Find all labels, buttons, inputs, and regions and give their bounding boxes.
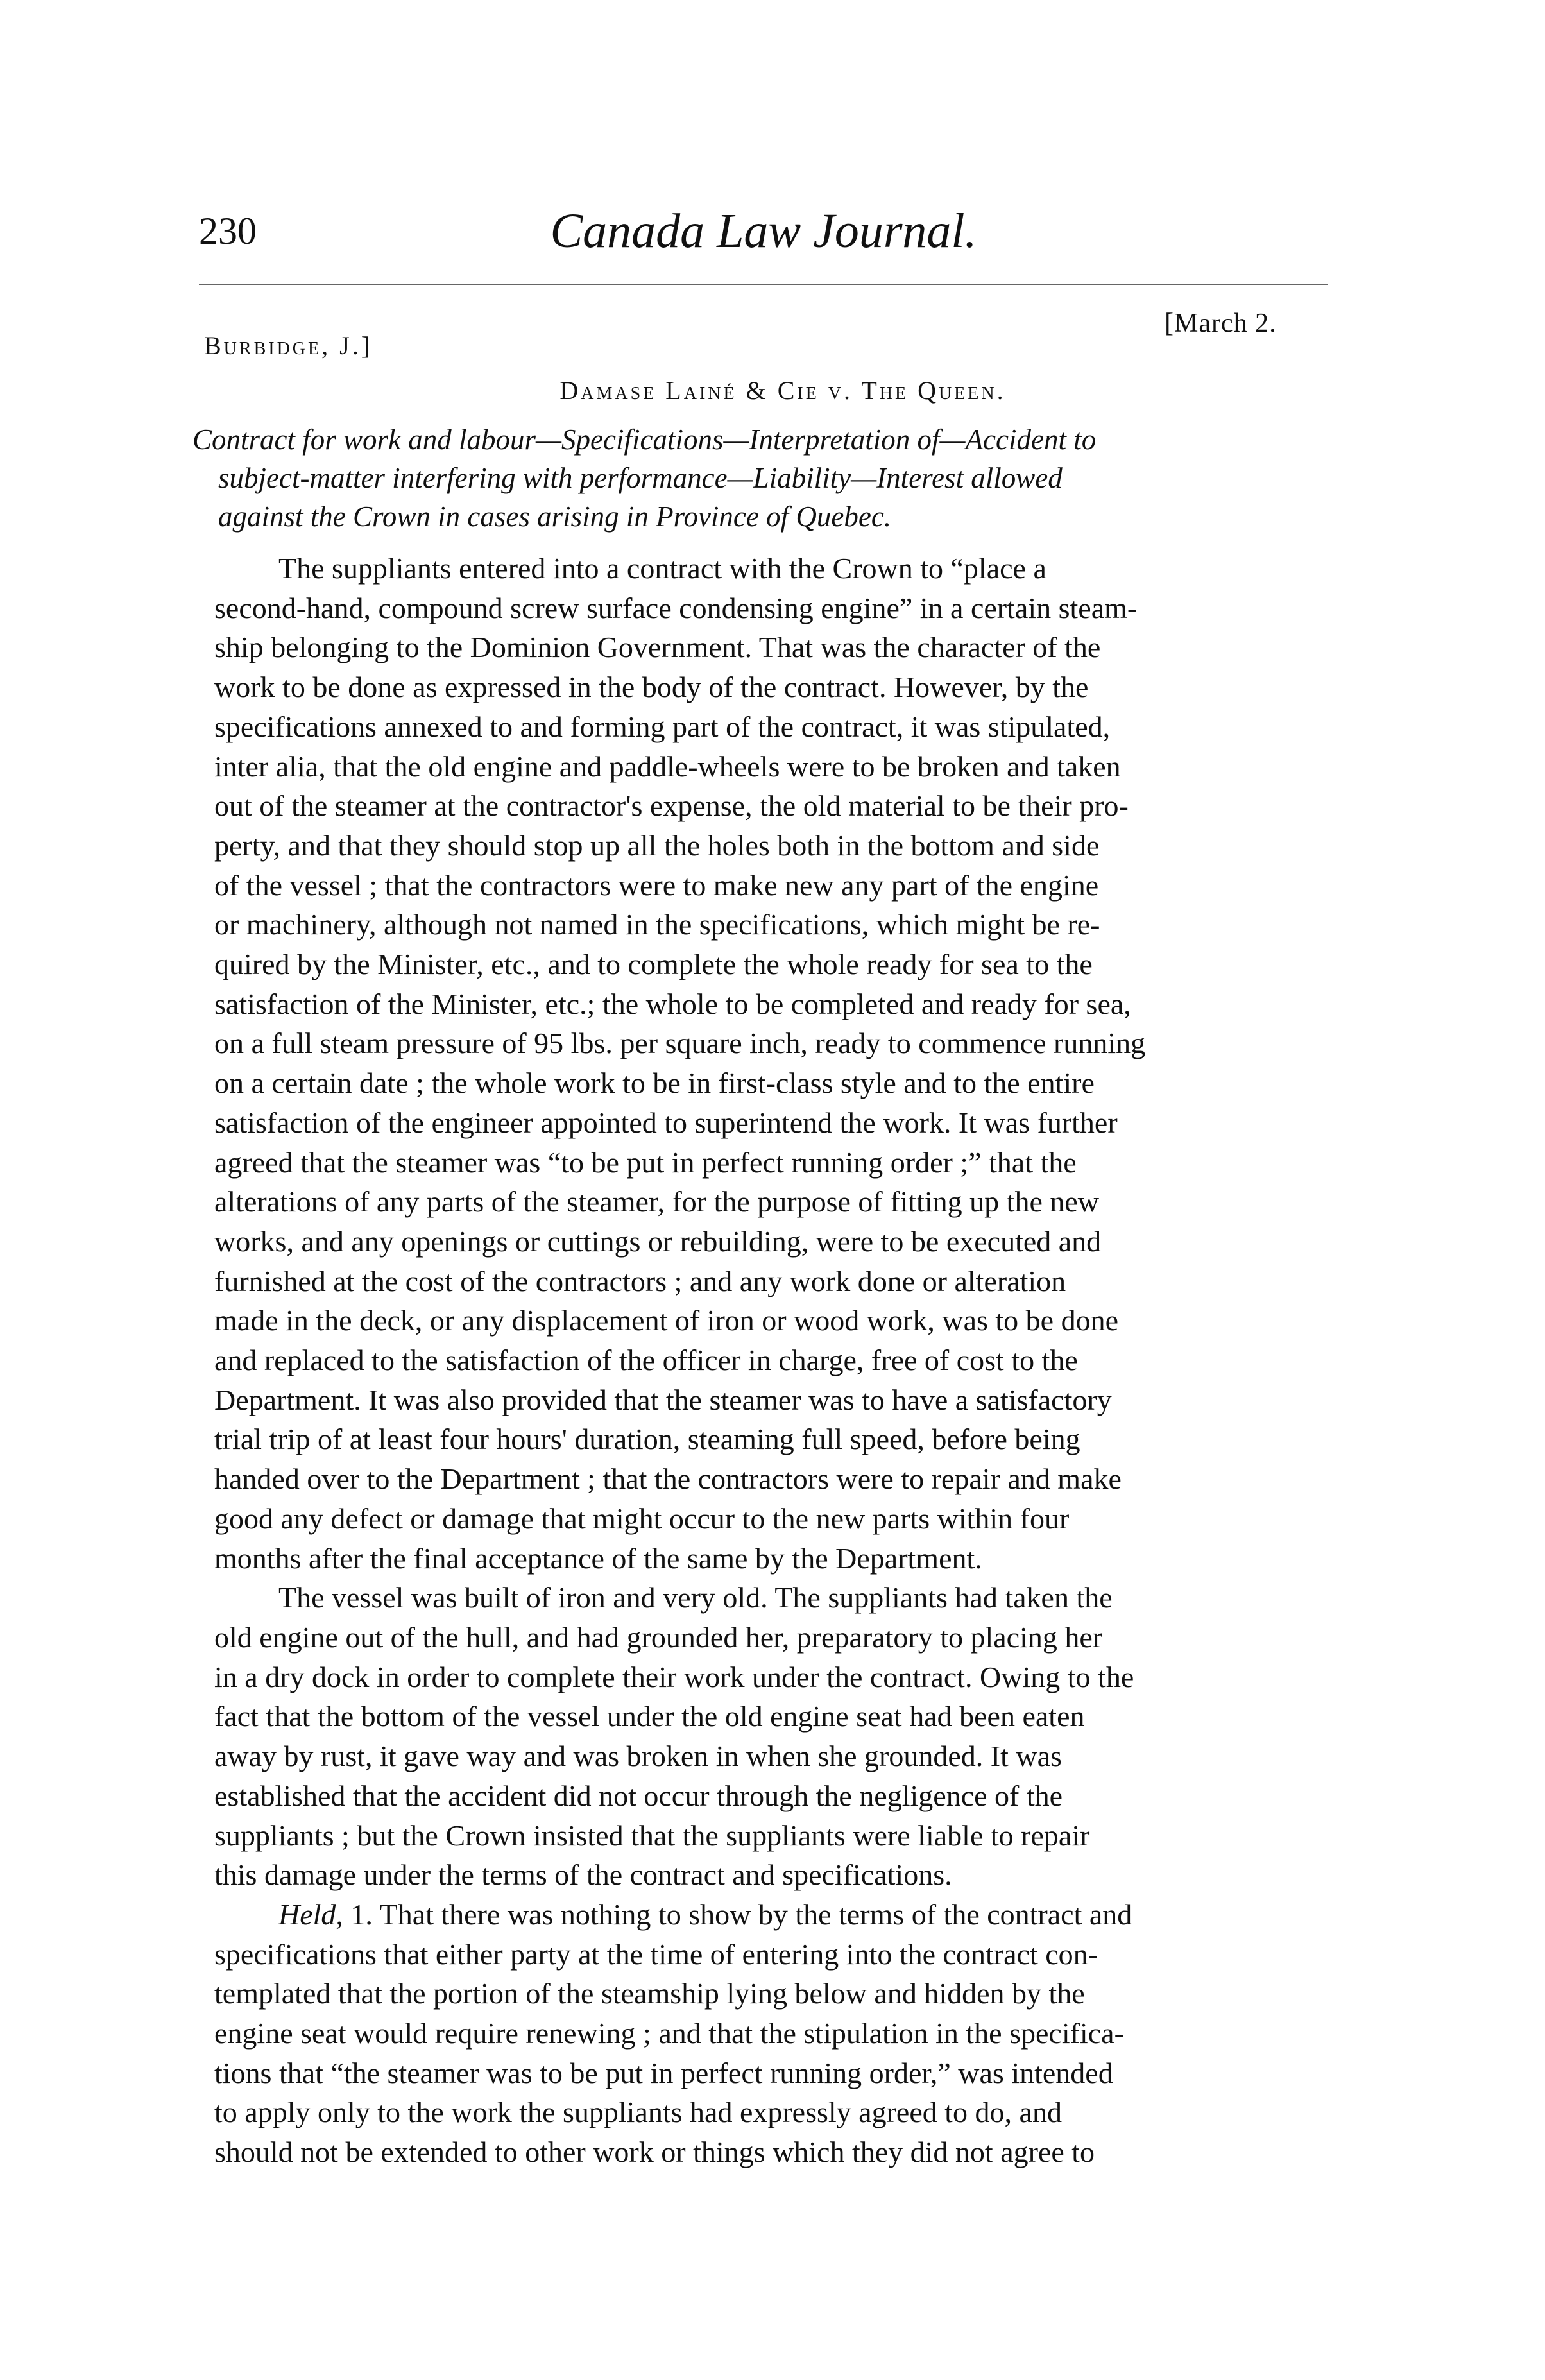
headnote xyxy=(192,420,1351,536)
text-line: agreed that the steamer was “to be put in perfect running order ;” that the xyxy=(214,1145,1077,1179)
text-line: should not be extended to other work or things which they did not agree to xyxy=(214,2136,1095,2169)
headnote-line: against the Crown in cases arising in Province of Quebec. xyxy=(218,501,892,533)
text-line: furnished at the cost of the contractors ; and any work done or alteration xyxy=(214,1264,1066,1297)
text-line: away by rust, it gave way and was broken in when she grounded. It was xyxy=(214,1740,1062,1773)
text-line: in a dry dock in order to complete their work under the contract. Owing to the xyxy=(214,1660,1134,1693)
facts-paragraph-1 xyxy=(214,549,1344,1578)
text-line: quired by the Minister, etc., and to complete the whole ready for sea to the xyxy=(214,948,1093,981)
text-line: on a certain date ; the whole work to be in first-class style and to the entire xyxy=(214,1066,1095,1100)
headnote-line: subject-matter interfering with performance—Liability—Interest allowed xyxy=(218,462,1063,494)
text-line: out of the steamer at the contractor's expense, the old material to be their pro- xyxy=(214,789,1129,823)
text-line: old engine out of the hull, and had grounded her, preparatory to placing her xyxy=(214,1620,1103,1654)
text-line: inter alia, that the old engine and paddle-wheels were to be broken and taken xyxy=(214,749,1121,783)
text-line: good any defect or damage that might occur to the new parts within four xyxy=(214,1502,1070,1535)
text-line: ship belonging to the Dominion Government. That was the character of the xyxy=(214,631,1101,664)
text-line: The suppliants entered into a contract with the Crown to “place a xyxy=(278,552,1046,585)
text-line: trial trip of at least four hours' duration, steaming full speed, before being xyxy=(214,1423,1080,1456)
text-line: Department. It was also provided that the steamer was to have a satisfactory xyxy=(214,1383,1112,1416)
text-line: second-hand, compound screw surface condensing engine” in a certain steam- xyxy=(214,591,1138,624)
text-line: fact that the bottom of the vessel under the old engine seat had been eaten xyxy=(214,1700,1085,1733)
text-line: established that the accident did not occur through the negligence of the xyxy=(214,1779,1063,1812)
text-line: satisfaction of the engineer appointed to superintend the work. It was further xyxy=(214,1106,1118,1139)
held-paragraph xyxy=(214,1895,1344,2172)
case-title: Damase Lainé & Cie v. The Queen. xyxy=(559,376,1006,405)
text-line: months after the final acceptance of the same by the Department. xyxy=(214,1541,982,1575)
text-line: handed over to the Department ; that the contractors were to repair and make xyxy=(214,1462,1122,1496)
text-line: made in the deck, or any displacement of iron or wood work, was to be done xyxy=(214,1304,1118,1337)
text-line: satisfaction of the Minister, etc.; the whole to be completed and ready for sea, xyxy=(214,987,1131,1020)
text-line: alterations of any parts of the steamer, for the purpose of fitting up the new xyxy=(214,1185,1100,1219)
header-rule xyxy=(199,284,1328,285)
text-line: tions that “the steamer was to be put in perfect running order,” was intended xyxy=(214,2056,1113,2089)
text-line: on a full steam pressure of 95 lbs. per square inch, ready to commence running xyxy=(214,1027,1146,1060)
text-line: The vessel was built of iron and very old. The suppliants had taken the xyxy=(278,1581,1113,1614)
text-line: of the vessel ; that the contractors were to make new any part of the engine xyxy=(214,868,1099,902)
text-line: this damage under the terms of the contract and specifications. xyxy=(214,1858,952,1892)
held-first-line xyxy=(214,1895,1344,1935)
case-date: [March 2. xyxy=(1165,309,1277,338)
held-first-line-text: 1. That there was nothing to show by the terms of the contract and xyxy=(343,1897,1132,1931)
held-label: Held, xyxy=(278,1897,343,1931)
text-line: works, and any openings or cuttings or rebuilding, were to be executed and xyxy=(214,1224,1102,1258)
text-line: specifications annexed to and forming part of the contract, it was stipulated, xyxy=(214,710,1111,743)
text-line: and replaced to the satisfaction of the officer in charge, free of cost to the xyxy=(214,1344,1078,1377)
headnote-line: Contract for work and labour—Specifications—Interpretation of—Accident to xyxy=(192,424,1097,456)
journal-title: Canada Law Journal. xyxy=(550,204,977,258)
text-line: templated that the portion of the steamship lying below and hidden by the xyxy=(214,1977,1085,2010)
text-line: or machinery, although not named in the specifications, which might be re- xyxy=(214,908,1100,941)
judge-name: Burbidge, J.] xyxy=(204,331,373,360)
text-line: work to be done as expressed in the body of the contract. However, by the xyxy=(214,671,1089,704)
case-body xyxy=(214,549,1344,2172)
text-line: to apply only to the work the suppliants had expressly agreed to do, and xyxy=(214,2096,1062,2129)
page-number: 230 xyxy=(199,210,257,252)
text-line: suppliants ; but the Crown insisted that the suppliants were liable to repair xyxy=(214,1819,1090,1852)
text-line: engine seat would require renewing ; and that the stipulation in the specifica- xyxy=(214,2017,1124,2050)
running-header xyxy=(199,204,1328,295)
facts-paragraph-2 xyxy=(214,1578,1344,1895)
text-line: specifications that either party at the time of entering into the contract con- xyxy=(214,1937,1098,1971)
text-line: perty, and that they should stop up all the holes both in the bottom and side xyxy=(214,828,1100,862)
